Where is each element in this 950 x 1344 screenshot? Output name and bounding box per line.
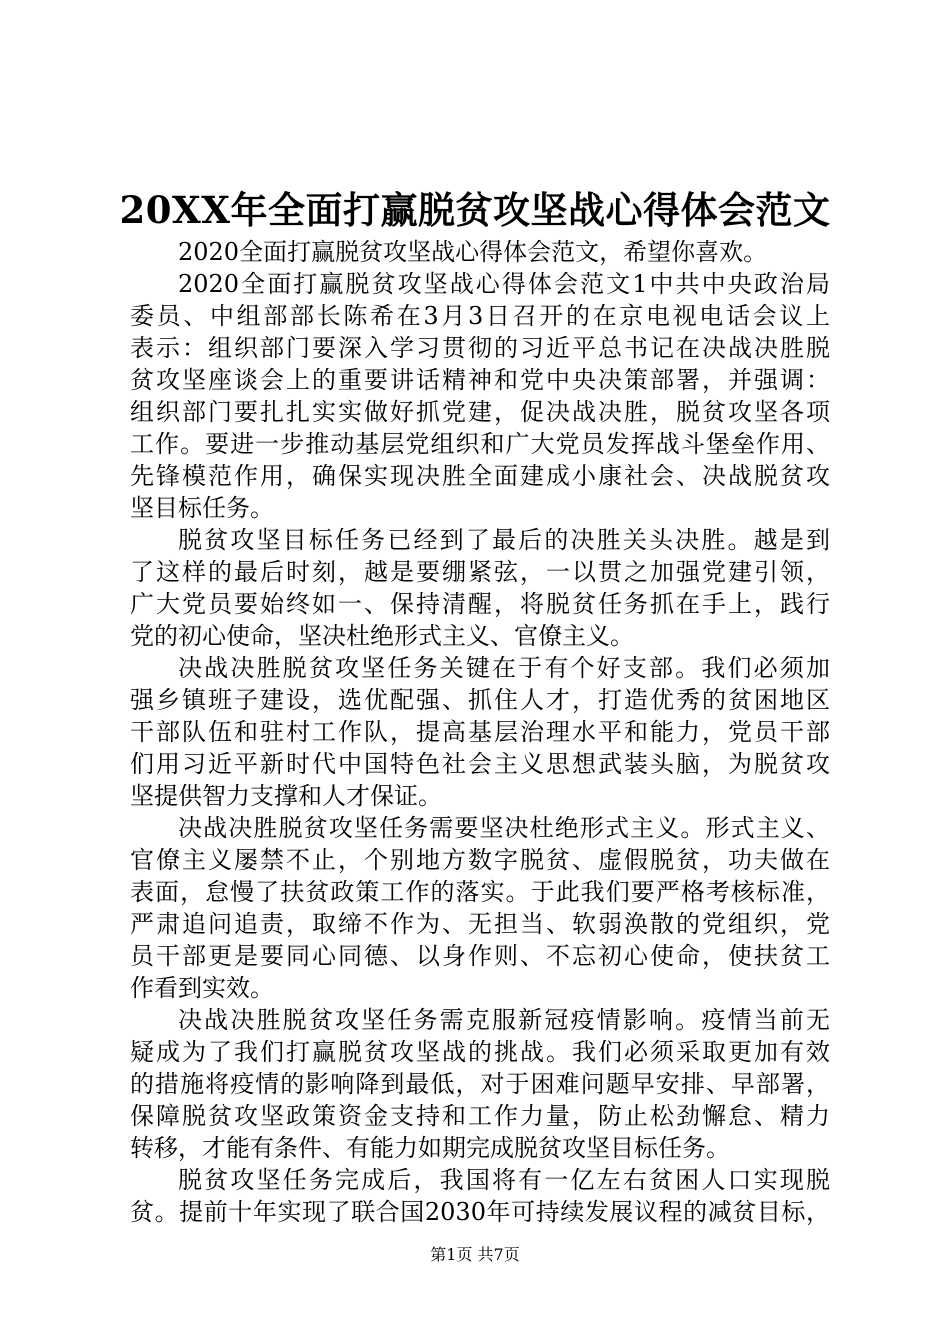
text-line: 坚目标任务。 <box>130 494 274 522</box>
text-line: 坚提供智力支撑和人才保证。 <box>130 782 442 810</box>
text-line: 组织部门要扎扎实实做好抓党建，促决战决胜，脱贫攻坚各项 <box>130 398 830 426</box>
text-line: 的措施将疫情的影响降到最低，对于困难问题早安排、早部署， <box>130 1070 830 1098</box>
text-line: 表面，怠慢了扶贫政策工作的落实。于此我们要严格考核标准， <box>130 878 830 906</box>
text-line: 疑成为了我们打赢脱贫攻坚战的挑战。我们必须采取更加有效 <box>130 1038 830 1066</box>
text-line: 干部队伍和驻村工作队，提高基层治理水平和能力，党员干部 <box>130 718 830 746</box>
text-line: 决战决胜脱贫攻坚任务需要坚决杜绝形式主义。形式主义、 <box>178 814 830 842</box>
text-line: 严肃追问追责，取缔不作为、无担当、软弱涣散的党组织，党 <box>130 910 830 938</box>
text-line: 先锋模范作用，确保实现决胜全面建成小康社会、决战脱贫攻 <box>130 462 830 490</box>
text-line: 强乡镇班子建设，选优配强、抓住人才，打造优秀的贫困地区 <box>130 686 830 714</box>
text-line: 贫攻坚座谈会上的重要讲话精神和党中央决策部署，并强调： <box>130 366 830 394</box>
text-line: 贫。提前十年实现了联合国2030年可持续发展议程的减贫目标， <box>130 1198 830 1226</box>
text-line: 转移，才能有条件、有能力如期完成脱贫攻坚目标任务。 <box>130 1134 730 1162</box>
text-line: 官僚主义屡禁不止，个别地方数字脱贫、虚假脱贫，功夫做在 <box>130 846 830 874</box>
text-line: 2020全面打赢脱贫攻坚战心得体会范文1中共中央政治局 <box>178 270 830 298</box>
text-line: 员干部更是要同心同德、以身作则、不忘初心使命，使扶贫工 <box>130 942 830 970</box>
document-body <box>130 236 830 1228</box>
page-footer: 第1页 共7页 <box>430 1245 520 1264</box>
text-line: 作看到实效。 <box>130 974 274 1002</box>
text-line: 广大党员要始终如一、保持清醒，将脱贫任务抓在手上，践行 <box>130 590 830 618</box>
text-line: 脱贫攻坚任务完成后，我国将有一亿左右贫困人口实现脱 <box>178 1166 830 1194</box>
text-line: 保障脱贫攻坚政策资金支持和工作力量，防止松劲懈怠、精力 <box>130 1102 830 1130</box>
text-line: 了这样的最后时刻，越是要绷紧弦，一以贯之加强党建引领， <box>130 558 830 586</box>
text-line: 工作。要进一步推动基层党组织和广大党员发挥战斗堡垒作用、 <box>130 430 830 458</box>
text-line: 们用习近平新时代中国特色社会主义思想武装头脑，为脱贫攻 <box>130 750 830 778</box>
text-line: 委员、中组部部长陈希在3月3日召开的在京电视电话会议上 <box>130 302 830 330</box>
text-line: 表示：组织部门要深入学习贯彻的习近平总书记在决战决胜脱 <box>130 334 830 362</box>
text-line: 决战决胜脱贫攻坚任务需克服新冠疫情影响。疫情当前无 <box>178 1006 830 1034</box>
document-title: 20XX年全面打赢脱贫攻坚战心得体会范文 <box>119 188 831 232</box>
text-line: 决战决胜脱贫攻坚任务关键在于有个好支部。我们必须加 <box>178 654 830 682</box>
text-line: 脱贫攻坚目标任务已经到了最后的决胜关头决胜。越是到 <box>178 526 830 554</box>
text-line: 党的初心使命，坚决杜绝形式主义、官僚主义。 <box>130 622 634 650</box>
text-line: 2020全面打赢脱贫攻坚战心得体会范文，希望你喜欢。 <box>178 238 768 266</box>
